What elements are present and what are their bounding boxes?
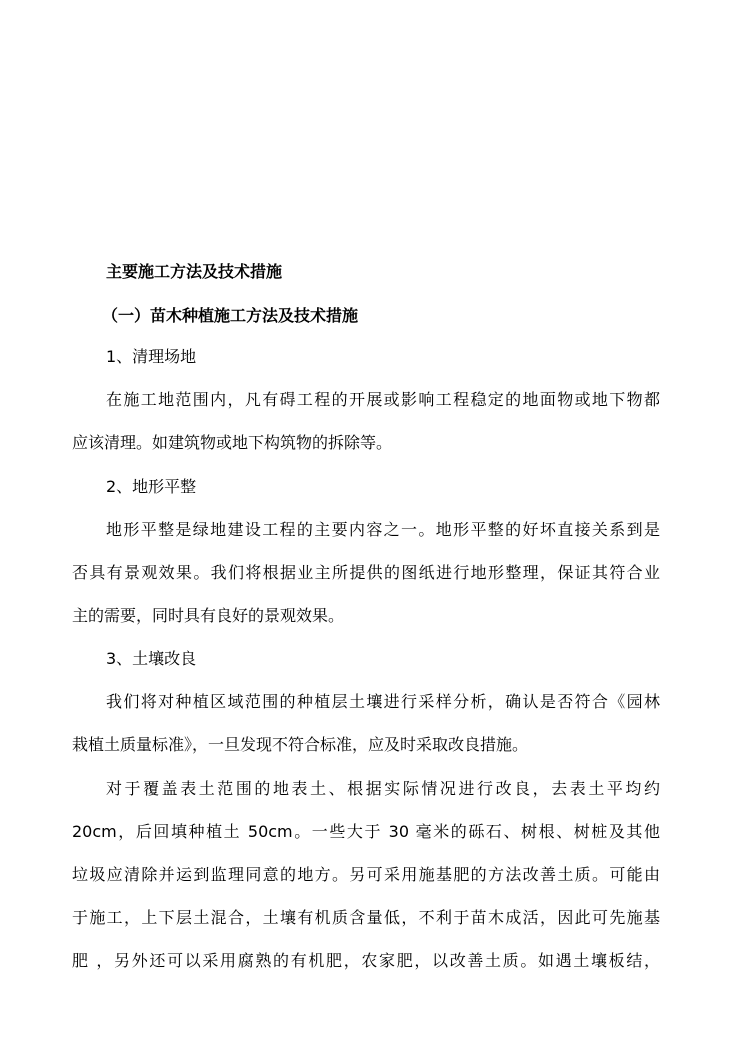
item3-heading: 3、土壤改良 <box>106 649 197 668</box>
paragraph-line: 在施工地范围内，凡有碍工程的开展或影响工程稳定的地面物或地下物都 <box>106 390 660 409</box>
paragraph-line: 于施工，上下层土混合，土壤有机质含量低，不利于苗木成活，因此可先施基 <box>72 908 660 927</box>
paragraph-line: 肥 ，另外还可以采用腐熟的有机肥，农家肥，以改善土质。如遇土壤板结， <box>72 951 660 970</box>
paragraph-line: 垃圾应清除并运到监理同意的地方。另可采用施基肥的方法改善土质。可能由 <box>72 865 660 884</box>
paragraph-line: 20cm，后回填种植土 50cm。一些大于 30 毫米的砾石、树根、树桩及其他 <box>72 822 660 841</box>
paragraph-line: 主的需要，同时具有良好的景观效果。 <box>72 606 345 625</box>
item2-heading: 2、地形平整 <box>106 477 197 496</box>
paragraph-line: 对于覆盖表土范围的地表土、根据实际情况进行改良，去表土平均约 <box>106 779 660 798</box>
section-title: （一）苗木种植施工方法及技术措施 <box>102 306 359 325</box>
item1-heading: 1、清理场地 <box>106 347 197 366</box>
paragraph-line: 地形平整是绿地建设工程的主要内容之一。地形平整的好坏直接关系到是 <box>106 520 660 539</box>
paragraph-line: 我们将对种植区域范围的种植层土壤进行采样分析，确认是否符合《园林 <box>106 692 660 711</box>
paragraph-line: 栽植土质量标准》，一旦发现不符合标准，应及时采取改良措施。 <box>72 735 529 754</box>
paragraph-line: 否具有景观效果。我们将根据业主所提供的图纸进行地形整理，保证其符合业 <box>72 563 660 582</box>
main-title: 主要施工方法及技术措施 <box>106 262 283 281</box>
paragraph-line: 应该清理。如建筑物或地下构筑物的拆除等。 <box>72 433 393 452</box>
